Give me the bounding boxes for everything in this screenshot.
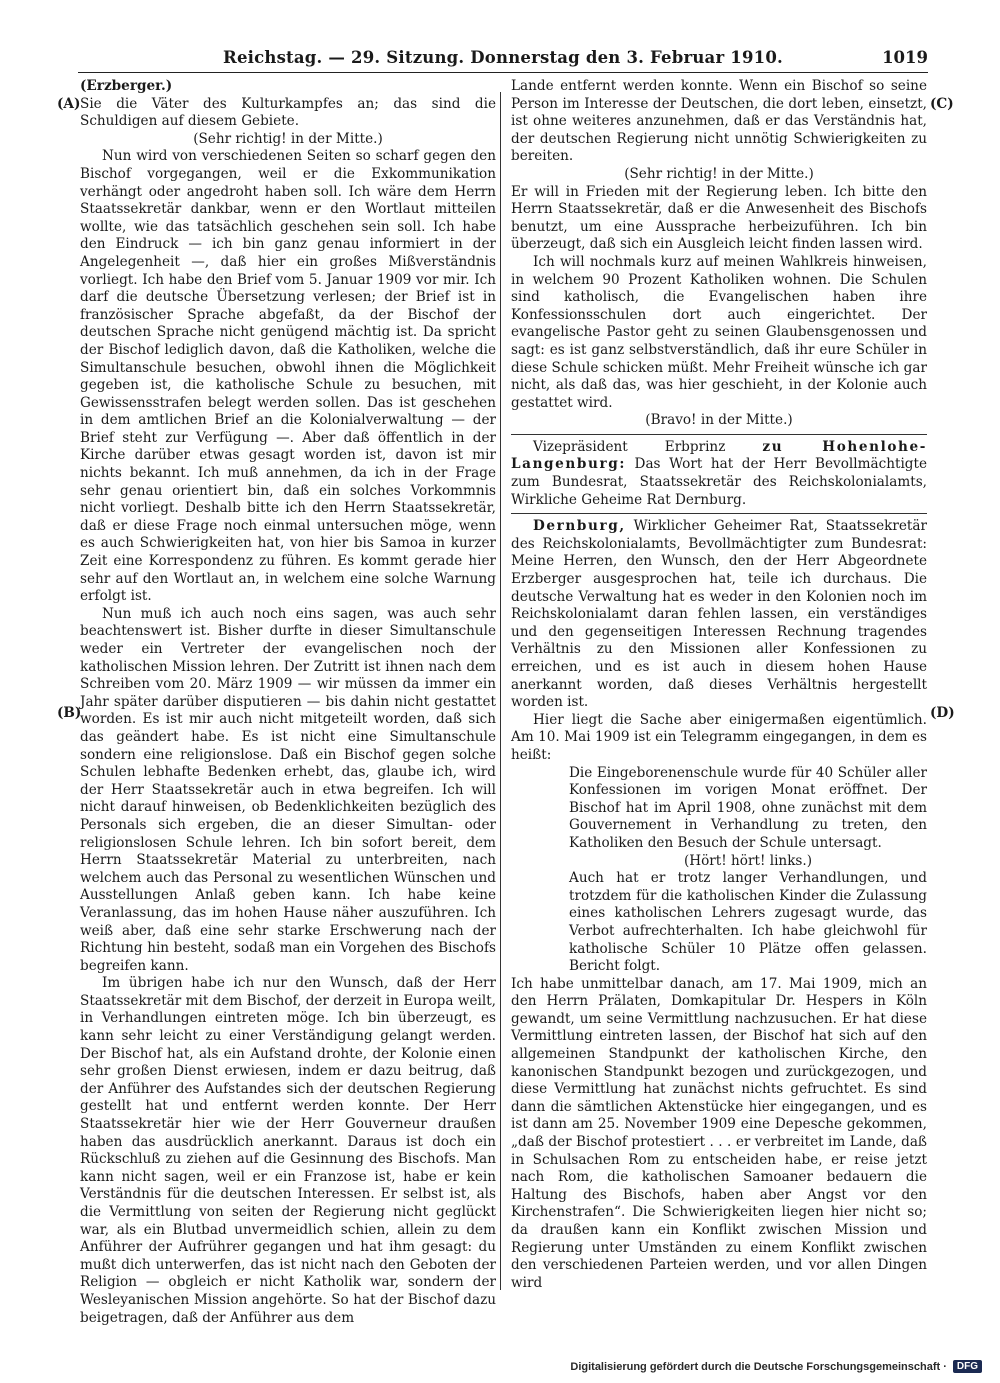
right-column	[511, 78, 927, 1292]
left-column	[80, 78, 496, 1327]
page-header	[78, 48, 928, 73]
telegram-quote: Auch hat er trotz langer Verhandlungen, und trotzdem für die katholischen Kinder die Zulassung eines katholischen Lehrers zugesagt wurde, das Verbot aufrechterhalten. Ich habe gleichwohl für katholische Schüler 10 Plätze offen gelassen. Bericht folgt.	[569, 870, 927, 975]
margin-marker-d: (D)	[930, 705, 955, 721]
speaker-name: Dernburg,	[533, 518, 626, 535]
speaker-name: zu Hohenlohe-Langenburg:	[511, 438, 927, 473]
section-rule	[511, 513, 927, 514]
paragraph: Sie die Väter des Kulturkampfes an; das sind die Schuldigen auf diesem Gebiete.	[80, 95, 496, 130]
dernburg-speech	[511, 518, 927, 712]
digitization-footer	[570, 1360, 982, 1373]
header-title: Reichstag. — 29. Sitzung. Donnerstag den 3. Februar 1910.	[223, 48, 783, 67]
interjection-note: (Hört! hört! links.)	[683, 852, 813, 869]
dfg-logo: DFG	[953, 1360, 982, 1373]
vice-president-speech	[511, 439, 927, 509]
speaker-title: Vizepräsident Erbprinz	[533, 438, 726, 455]
paragraph: Ich will nochmals kurz auf meinen Wahlkreis hinweisen, in welchem 90 Prozent Katholiken wohnen. Die Schulen sind katholisch, die Evangelischen haben ihre Konfessionsschulen dort auch eingerichtet. Der evangelische Pastor geht zu seinen Glaubensgenossen und sagt: es ist ganz selbstverständlich, daß ihr eure Schüler in diese Schule schicken müßt. Mehr Freiheit wünsche ich gar nicht, als daß das, was hier geschieht, in der Kolonie auch gestattet wird.	[511, 253, 927, 411]
paragraph: Nun wird von verschiedenen Seiten so scharf gegen den Bischof vorgegangen, weil er die Exkommunikation verhängt oder angedroht haben soll. Ich wäre dem Herrn Staatssekretär dankbar, wenn er den Wortlaut mitteilen wollte, wie das tatsächlich geschehen sein soll. Ich habe den Eindruck — ich bin ganz genau informiert in der Angelegenheit —, daß hier ein großes Mißverständnis vorliegt. Ich habe den Brief vom 5. Januar 1909 vor mir. Ich darf die deutsche Übersetzung verlesen; der Brief ist in französischer Sprache abgefaßt, da der Bischof der deutschen Sprache nicht genügend mächtig ist. Da spricht der Bischof lediglich davon, daß die Katholiken, welche die Simultanschule besuchen, obwohl ihnen die Möglichkeit gegeben ist, die katholische Schule zu besuchen, mit Gewissensstrafen belegt werden sollen. Das ist geschehen in dem amtlichen Brief an die Kolonialverwaltung — der Brief steht zur Verfügung —. Aber daß öffentlich in der Kirche darüber etwas gesagt worden ist, davon ist mir nichts bekannt. Ich muß annehmen, da ich in der Frage sehr genau orientiert bin, daß ein solches Vorkommnis nicht vorliegt. Deshalb bitte ich den Herrn Staatssekretär, daß er diese Frage noch einmal untersuchen möge, wenn es auch Schwierigkeiten hat, von hier bis Samoa in kurzer Zeit eine Korrespondenz zu führen. Es kommt gerade hier sehr auf den Wortlaut an, in welchem eine solche Warnung erfolgt ist.	[80, 148, 496, 605]
applause-note: (Sehr richtig! in der Mitte.)	[624, 165, 814, 182]
speaker-continuation: (Erzberger.)	[80, 78, 173, 94]
paragraph: Nun muß ich auch noch eins sagen, was auch sehr beachtenswert ist. Bisher durfte in dieser Simultanschule weder ein Vertreter der evangelischen noch der katholischen Mission lehren. Der Zutritt ist ihnen nach dem Schreiben vom 20. März 1909 — wir müssen da immer ein Jahr später darüber disputieren — bis dahin nicht gestattet worden. Es ist mir auch nicht mitgeteilt worden, daß sich das geändert habe. Es ist nicht eine Simultanschule sondern eine religionslose. Daß ein Bischof gegen solche Schulen lebhafte Bedenken erhebt, das, glaube ich, wird der Herr Staatssekretär auch in etwa begreifen. Ich will nicht darauf hinweisen, ob Bedenklichkeiten bezüglich des Personals sich ergeben, die an dieser Simultan- oder religionslosen Schule lehren. Ich bin sofort bereit, dem Herrn Staatssekretär Material zu unterbreiten, nach welchem auch das Personal zu wesentlichen Wünschen und Ausstellungen Anlaß geben kann. Ich habe keine Veranlassung, das im hohen Hause näher auszuführen. Ich weiß aber, daß eine sehr starke Erschwerung nach der Richtung hin besteht, sodaß man ein Vorgehen des Bischofs begreifen kann.	[80, 605, 496, 974]
margin-marker-a: (A)	[57, 96, 81, 112]
margin-marker-c: (C)	[930, 96, 954, 112]
speech-text: Wirklicher Geheimer Rat, Staatssekretär des Reichskolonialamts, Bevollmächtigter zum Bundesrat: Meine Herren, den Wunsch, den der Herr Abgeordnete Erzberger ausgesprochen hat, teile ich durchaus. Die deutsche Verwaltung hat es weder in den Kolonien noch im Reichskolonialamt daran fehlen lassen, ein verständiges und den gegenseitigen Interessen Rechnung tragendes Verhältnis zu den Missionen aller Konfessionen zu erreichen, und es ist auch in diesem hohen Hause anerkannt worden, daß dieses Verhältnis hergestellt worden ist.	[511, 518, 927, 711]
paragraph: Lande entfernt werden konnte. Wenn ein Bischof so seine Person im Interesse der Deutschen, die dort leben, einsetzt, ist ohne weiteres anzunehmen, daß er das Verständnis hat, der deutschen Regierung nicht unnötig Schwierigkeiten zu bereiten.	[511, 78, 927, 165]
footer-text: Digitalisierung gefördert durch die Deutsche Forschungsgemeinschaft ·	[570, 1360, 947, 1373]
applause-note: (Sehr richtig! in der Mitte.)	[193, 130, 383, 147]
paragraph: Im übrigen habe ich nur den Wunsch, daß der Herr Staatssekretär mit dem Bischof, der derzeit in Europa weilt, in Verhandlungen eintreten möge. Ich bin überzeugt, es kann sehr leicht zu einer Verständigung gelangt werden. Der Bischof hat, als ein Aufstand drohte, der Kolonie einen sehr großen Dienst erwiesen, indem er dazu beitrug, daß der Anführer des Aufstandes sich der deutschen Regierung gestellt hat und entfernt werden konnte. Der Herr Staatssekretär hier wie der Herr Gouverneur draußen haben das ausdrücklich anerkannt. Daraus ist doch ein Rückschluß zu ziehen auf die Gesinnung des Bischofs. Man kann nicht sagen, weil er ein Franzose ist, habe er kein Verständnis für die deutschen Interessen. Er selbst ist, als die Vermittlung von seiten der Regierung nicht geglückt war, als ein Blutbad unvermeidlich schien, allein zu dem Anführer der Aufrührer gegangen und hat ihm gesagt: du mußt dich unterwerfen, das ist nicht nach den Geboten der Religion — obgleich er nicht Katholik war, sondern der Wesleyanischen Mission angehörte. So hat der Bischof dazu beigetragen, daß der Anführer aus dem	[80, 975, 496, 1326]
applause-note: (Bravo! in der Mitte.)	[645, 412, 793, 429]
telegram-quote: Die Eingeborenenschule wurde für 40 Schüler aller Konfessionen im vorigen Monat eröffnet. Der Bischof hat im April 1908, ohne zunächst mit dem Gouvernement in Verhandlung zu treten, den Katholiken den Besuch der Schule untersagt.	[569, 764, 927, 851]
paragraph: Ich habe unmittelbar danach, am 17. Mai 1909, mich an den Herrn Prälaten, Domkapitular Dr. Hespers in Köln gewandt, um seine Vermittlung nachzusuchen. Er hat diese Vermittlung eintreten lassen, der Bischof hat sich auf den allgemeinen Standpunkt der katholischen Kirche, den kanonischen Standpunkt bezogen und zurückgezogen, und diese Vermittlung hat zunächst nichts gefruchtet. Es sind dann die sämtlichen Aktenstücke hier eingegangen, und es ist dann am 25. November 1909 eine Depesche gekommen, „daß der Bischof protestiert . . . er verbreitet im Lande, daß in Schulsachen Rom zu entscheiden habe, er reise jetzt nach Rom, die katholischen Samoaner bedauern die Haltung des Bischofs, haben aber Angst vor den Kirchenstrafen“. Die Schwierigkeiten liegen hier nicht so; da draußen kann ein Konflikt zwischen Mission und Regierung unter Umständen zu einem Konflikt zwischen den verschiedenen Parteien werden, und vor allen Dingen wird	[511, 975, 927, 1291]
section-rule	[511, 434, 927, 435]
page-number: 1019	[882, 48, 928, 67]
margin-marker-b: (B)	[57, 705, 82, 721]
paragraph: Er will in Frieden mit der Regierung leben. Ich bitte den Herrn Staatssekretär, daß er die Anwesenheit des Bischofs benutzt, um eine Aussprache herbeizuführen. Ich bin überzeugt, daß sich ein Ausgleich leicht finden lassen wird.	[511, 183, 927, 253]
paragraph: Hier liegt die Sache aber einigermaßen eigentümlich. Am 10. Mai 1909 ist ein Telegramm eingegangen, in dem es heißt:	[511, 711, 927, 763]
column-divider	[500, 92, 501, 1290]
speech-text: Das Wort hat der Herr Bevollmächtigte zum Bundesrat, Staatssekretär des Reichskolonialamts, Wirkliche Geheime Rat Dernburg.	[511, 456, 928, 508]
